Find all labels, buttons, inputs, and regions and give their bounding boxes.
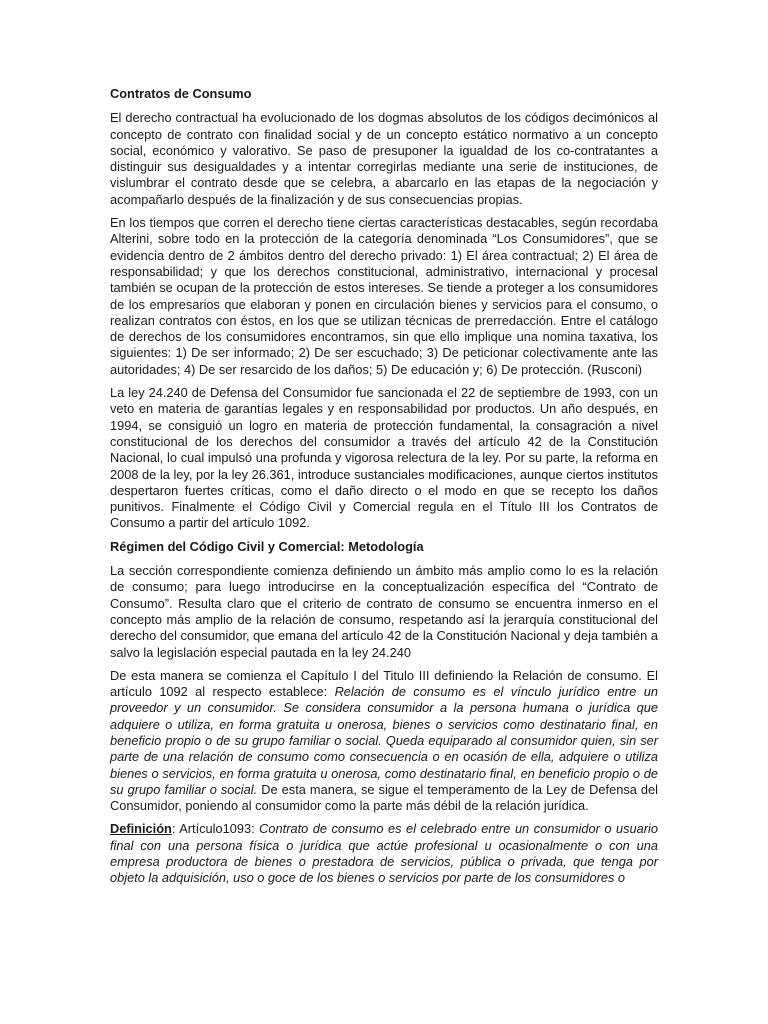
definition-label: Definición: [110, 821, 172, 837]
paragraph-3: La ley 24.240 de Defensa del Consumidor fue sancionada el 22 de septiembre de 1993, con un veto en materia de garantías legales y en responsabilidad por productos. Un año después, en 1994, se consiguió un logro en materia de protección fundamental, la consagración a nivel constitucional de los derechos del consumidor a través del artículo 42 de la Constitución Nacional, lo cual impulsó una profunda y vigorosa relectura de la ley. Por su parte, la reforma en 2008 de la ley, por la ley 26.361, introduce sustanciales modificaciones, aunque ciertos institutos despertaron fuertes críticas, como el daño directo o el modo en que se recepto los daños punitivos. Finalmente el Código Civil y Comercial regula en el Título III los Contratos de Consumo a partir del artículo 1092.: [110, 385, 658, 531]
paragraph-1: El derecho contractual ha evolucionado de los dogmas absolutos de los códigos decimónicos al concepto de contrato con finalidad social y de un concepto estático normativo a un concepto social, económico y valorativo. Se paso de presuponer la igualdad de los co-contratantes a distinguir sus desigualdades y a intentar corregirlas mediante una serie de instituciones, de vislumbrar el contrato desde que se celebra, a abarcarlo en las etapas de la negociación y acompañarlo después de la finalización y de sus consecuencias propias.: [110, 110, 658, 207]
document-title: Contratos de Consumo: [110, 86, 252, 101]
paragraph-5: [110, 668, 658, 815]
paragraph-5-outro: De esta manera, se sigue el temperamento de la Ley de Defensa del Consumidor, poniendo al consumidor como la parte más débil de la relación jurídica.: [110, 781, 658, 814]
paragraph-5-intro: De esta manera se comienza el Capítulo I del Titulo III definiendo la Relación de consumo. El artículo 1092 al respecto establece:: [110, 667, 658, 700]
article-1092-quote: Relación de consumo es el vínculo jurídico entre un proveedor y un consumidor. Se considera consumidor a la persona humana o jurídica que adquiere o utiliza, en forma gratuita u onerosa, bienes o servicios como destinatario final, en beneficio propio o de su grupo familiar o social. Queda equiparado al consumidor quien, sin ser parte de una relación de consumo como consecuencia o en ocasión de ella, adquiere o utiliza bienes o servicios, en forma gratuita u onerosa, como destinatario final, en beneficio propio o de su grupo familiar o social.: [110, 684, 658, 797]
definition-paragraph: [110, 821, 658, 886]
paragraph-4: La sección correspondiente comienza definiendo un ámbito más amplio como lo es la relación de consumo; para luego introducirse en la conceptualización específica del “Contrato de Consumo”. Resulta claro que el criterio de contrato de consumo se encuentra inmerso en el concepto más amplio de la relación de consumo, respetando así la jerarquía constitucional del derecho del consumidor, que emana del artículo 42 de la Constitución Nacional y deja también a salvo la legislación especial pautada en la ley 24.240: [110, 563, 658, 660]
definition-article-ref: : Artículo1093:: [171, 821, 260, 837]
document-page: [110, 86, 658, 894]
article-1093-quote: Contrato de consumo es el celebrado entre un consumidor o usuario final con una persona física o jurídica que actúe profesional u ocasionalmente o con una empresa productora de bienes o prestadora de servicios, pública o privada, que tenga por objeto la adquisición, uso o goce de los bienes o servicios por parte de los consumidores o: [110, 821, 658, 886]
paragraph-2: En los tiempos que corren el derecho tiene ciertas características destacables, según recordaba Alterini, sobre todo en la protección de la categoría denominada “Los Consumidores”, que se evidencia dentro de 2 ámbitos dentro del derecho privado: 1) El área contractual; 2) El área de responsabilidad; y que los derechos constitucional, administrativo, internacional y procesal también se ocupan de la protección de estos intereses. Se tiende a proteger a los consumidores de los empresarios que elaboran y ponen en circulación bienes y servicios para el consumo, o realizan contratos con éstos, en los que se utilizan técnicas de prerredacción. Entre el catálogo de derechos de los consumidores encontramos, sin que ello implique una nomina taxativa, los siguientes: 1) De ser informado; 2) De ser escuchado; 3) De peticionar colectivamente ante las autoridades; 4) De ser resarcido de los daños; 5) De educación y; 6) De protección. (Rusconi): [110, 215, 658, 377]
section-subtitle: Régimen del Código Civil y Comercial: Metodología: [110, 538, 424, 554]
